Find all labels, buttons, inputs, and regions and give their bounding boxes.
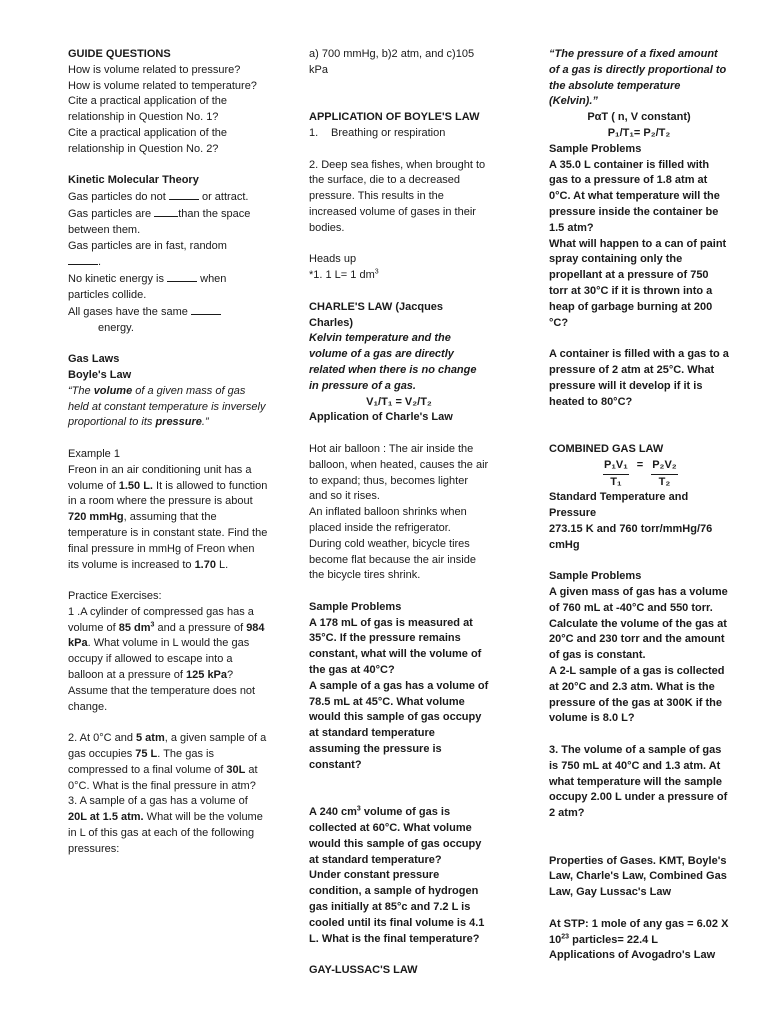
application-boyle-2: 2. Deep sea fishes, when brought to the surface, die to a decreased pressure. This results in the increased volume of gases in their bodies. bbox=[309, 158, 486, 234]
guide-questions-title: GUIDE QUESTIONS bbox=[68, 48, 171, 60]
guide-question-4: Cite a practical application of the relationship in Question No. 2? bbox=[68, 126, 227, 155]
gay-sample-title: Sample Problems bbox=[549, 142, 642, 155]
practice-2: 2. At 0°C and 5 atm, a given sample of a gas occupies 75 L. The gas is compressed to a final volume of 30L at 0°C. What is the final pressure in atm? bbox=[68, 732, 267, 792]
gay-sample-2: What will happen to a can of paint spray containing only the propellant at a pressure of 750 torr at 30°C if it is thrown into a heap of garbage burning at 200 °C? bbox=[549, 237, 727, 329]
practice-1: 1 .A cylinder of compressed gas has a volume of 85 $dm^3$ and a pressure of 984 kPa. What volume in L would the gas occupy if allowed to escape into a balloon at a pressure of 125 kPa? Assume that the temperature does not change. bbox=[68, 605, 265, 713]
column-middle bbox=[309, 47, 489, 979]
application-boyle-title: APPLICATION OF BOYLE'S LAW bbox=[309, 111, 480, 124]
hot-air-balloon-text: Hot air balloon : The air inside the balloon, when heated, causes the air to expand; thus, becomes lighter and so it rises. bbox=[309, 442, 489, 503]
stp-values: 273.15 K and 760 torr/mmHg/76 cmHg bbox=[549, 522, 713, 551]
heads-up-title: Heads up bbox=[309, 253, 357, 266]
charles-law-equation: V₁/T₁ = V₂/T₂ bbox=[366, 395, 432, 408]
gay-sample-3: A container is filled with a gas to a pressure of 2 atm at 25°C. What pressure will it develop if it is heated to 80°C? bbox=[549, 348, 729, 408]
combined-gas-law-title: COMBINED GAS LAW bbox=[549, 442, 664, 455]
charles-sample-3: A 240 $cm^3$ volume of gas is collected at 60°C. What volume would this sample of gas occupy at standard temperature? bbox=[309, 805, 482, 866]
guide-question-3: Cite a practical application of the relationship in Question No. 1? bbox=[68, 95, 227, 124]
column-left bbox=[68, 47, 268, 858]
example-title: Example 1 bbox=[68, 447, 120, 460]
stp-title: Standard Temperature and Pressure bbox=[549, 491, 689, 520]
combined-sample-2: A 2-L sample of a gas is collected at 20°C and 2.3 atm. What is the pressure of the gas at 300K if the volume is 8.0 L? bbox=[549, 665, 725, 725]
avogadro-title: Applications of Avogadro's Law bbox=[549, 949, 716, 962]
kmt-item-2: Gas particles are than the space between them. bbox=[68, 207, 251, 236]
practice-3: 3. A sample of a gas has a volume of 20L at 1.5 atm. What will be the volume in L of this gas at each of the following pressures: bbox=[68, 795, 263, 855]
kmt-item-4: No kinetic energy is when particles collide. bbox=[68, 273, 227, 301]
boyles-law-definition: “The volume of a given mass of gas held at constant temperature is inversely proportional to its pressure.” bbox=[68, 384, 266, 429]
gay-lussac-title: GAY-LUSSAC'S LAW bbox=[309, 964, 418, 977]
stp-mole: At STP: 1 mole of any gas = 6.02 X $10^{23}$ particles= 22.4 L bbox=[549, 917, 729, 946]
kmt-item-5: All gases have the same energy. bbox=[68, 304, 268, 337]
heads-up-equation: *1. 1 L= 1 $dm^3$ bbox=[309, 268, 379, 282]
proportionality: PαT ( n, V constant) bbox=[587, 111, 691, 124]
bicycle-text: During cold weather, bicycle tires become flat because the air inside the bicycle tires shrink. bbox=[309, 537, 476, 582]
boyles-law-title: Boyle's Law bbox=[68, 368, 132, 381]
properties-of-gases: Properties of Gases. KMT, Boyle's Law, Charle's Law, Combined Gas Law, Gay Lussac's Law bbox=[549, 854, 727, 899]
combined-gas-law-equation: $\frac{\text{P₁V₁}}{\text{T₁}}$ = $\frac{\text{P₂V₂}}{\text{T₂}}$ bbox=[604, 458, 677, 488]
combined-sample-title: Sample Problems bbox=[549, 570, 642, 583]
charles-law-title: CHARLE'S LAW (Jacques Charles) bbox=[309, 300, 444, 329]
application-boyle-1: 1. Breathing or respiration bbox=[309, 126, 446, 139]
column-right bbox=[549, 47, 729, 964]
sample-problems-title: Sample Problems bbox=[309, 600, 402, 613]
gay-lussac-definition: “The pressure of a fixed amount of a gas is directly proportional to the absolute temperature (Kelvin).” bbox=[549, 48, 727, 108]
kmt-item-1: Gas particles do not or attract. bbox=[68, 191, 249, 204]
gay-lussac-equation: P₁/T₁= P₂/T₂ bbox=[607, 126, 671, 139]
balloon-text: An inflated balloon shrinks when placed inside the refrigerator. bbox=[309, 506, 467, 534]
gay-sample-1: A 35.0 L container is filled with gas to a pressure of 1.8 atm at 0°C. At what temperature will the pressure inside the container be 1.5 atm? bbox=[549, 158, 720, 234]
practice-title: Practice Exercises: bbox=[68, 590, 162, 603]
charles-sample-1: A 178 mL of gas is measured at 35°C. If the pressure remains constant, what will the volume of the gas at 40°C? bbox=[309, 616, 482, 677]
example-text: Freon in an air conditioning unit has a volume of 1.50 L. It is allowed to function in a room where the pressure is about 720 mmHg, assuming that the temperature is in constant state. Find the final pressure in mmHg of Freon when its volume is increased to 1.70 L. bbox=[68, 463, 268, 571]
charles-sample-4: Under constant pressure condition, a sample of hydrogen gas initially at 85°c and 7.2 L is cooled until its final volume is 4.1 L. What is the final temperature? bbox=[309, 869, 485, 945]
kmt-title: Kinetic Molecular Theory bbox=[68, 174, 199, 187]
charles-sample-2: A sample of a gas has a volume of 78.5 mL at 45°C. What volume would this sample of gas occupy at standard temperature assuming the pressure is constant? bbox=[309, 679, 489, 771]
pressures-list: a) 700 mmHg, b)2 atm, and c)105 kPa bbox=[309, 48, 475, 76]
combined-sample-1: A given mass of gas has a volume of 760 mL at -40°C and 550 torr. Calculate the volume of the gas at 20°C and 230 torr and the amount of gas is constant. bbox=[549, 586, 728, 662]
guide-question-1: How is volume related to pressure? bbox=[68, 63, 241, 76]
gas-laws-title: Gas Laws bbox=[68, 353, 120, 366]
guide-question-2: How is volume related to temperature? bbox=[68, 79, 257, 92]
combined-sample-3: 3. The volume of a sample of gas is 750 mL at 40°C and 1.3 atm. At what temperature will the sample occupy 2.00 L under a pressure of 2 atm? bbox=[549, 744, 728, 820]
charles-law-definition: Kelvin temperature and the volume of a gas are directly related when there is no change in pressure of a gas. bbox=[309, 332, 477, 392]
application-charles-title: Application of Charle's Law bbox=[309, 411, 453, 424]
kmt-item-3: Gas particles are in fast, random . bbox=[68, 239, 227, 269]
